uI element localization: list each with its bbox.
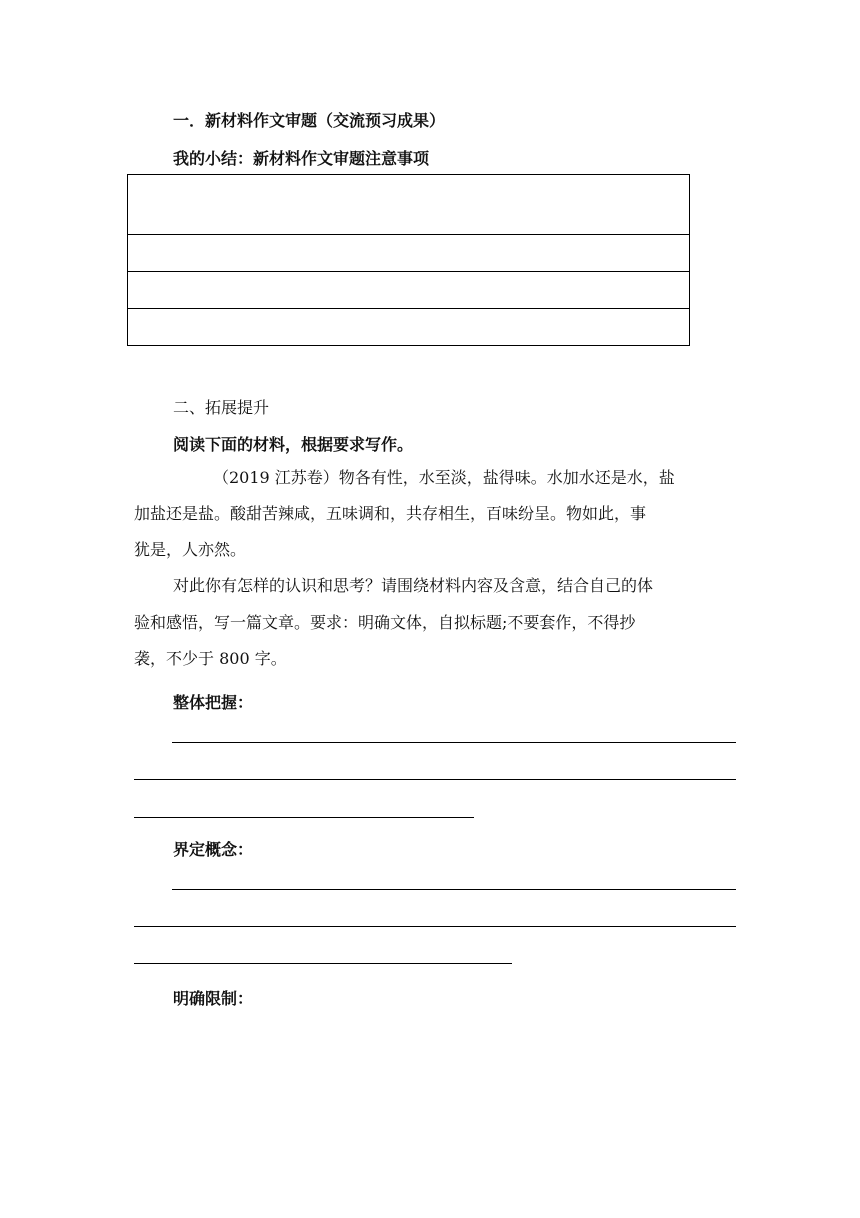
writing-instruction: 阅读下面的材料，根据要求写作。: [173, 435, 414, 454]
section-2-title: 二、拓展提升: [173, 398, 270, 417]
table-row: [128, 272, 690, 309]
table-cell[interactable]: [128, 235, 690, 272]
requirement-line: 验和感悟，写一篇文章。要求：明确文体，自拟标题;不要套作，不得抄: [134, 613, 636, 632]
requirement-line: 袭，不少于 800 字。: [134, 649, 287, 668]
table-row: [128, 235, 690, 272]
answer-line[interactable]: [134, 926, 736, 927]
answer-line[interactable]: [134, 963, 512, 964]
prompt-limits: 明确限制：: [173, 989, 254, 1008]
table-row: [128, 175, 690, 235]
material-line: （2019 江苏卷）物各有性，水至淡，盐得味。水加水还是水，盐: [213, 468, 675, 487]
table-cell[interactable]: [128, 309, 690, 346]
table-cell[interactable]: [128, 272, 690, 309]
answer-line[interactable]: [172, 742, 736, 743]
requirement-line: 对此你有怎样的认识和思考？请围绕材料内容及含意，结合自己的体: [173, 576, 654, 595]
summary-table: [127, 174, 690, 346]
summary-label: 我的小结：新材料作文审题注意事项: [173, 149, 430, 168]
material-line: 犹是，人亦然。: [134, 540, 247, 559]
answer-line[interactable]: [172, 889, 736, 890]
answer-line[interactable]: [134, 817, 474, 818]
table-cell[interactable]: [128, 175, 690, 235]
section-1-title: 一．新材料作文审题（交流预习成果）: [173, 111, 446, 130]
prompt-concept: 界定概念：: [173, 840, 254, 859]
material-line: 加盐还是盐。酸甜苦辣咸，五味调和，共存相生，百味纷呈。物如此，事: [134, 504, 647, 523]
table-row: [128, 309, 690, 346]
prompt-overall: 整体把握：: [173, 693, 254, 712]
answer-line[interactable]: [134, 779, 736, 780]
